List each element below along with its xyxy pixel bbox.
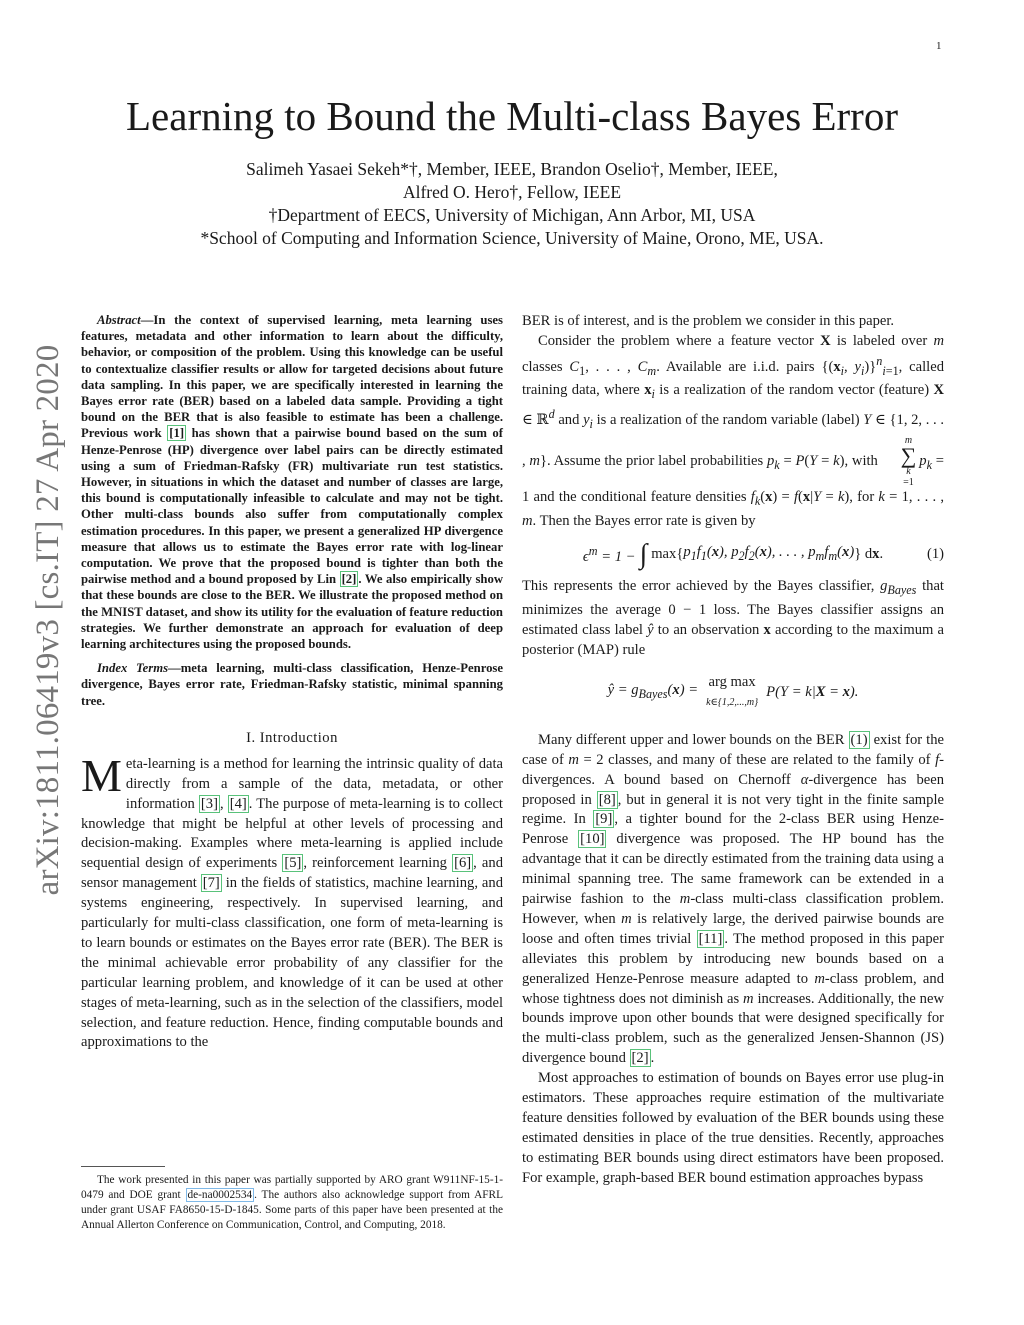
citation-link[interactable]: [9] [595,811,613,828]
citation-link[interactable]: [6] [454,855,472,872]
citation-link[interactable]: [10] [580,831,605,848]
text: , reinforcement learning [303,855,453,872]
paragraph: Many different upper and lower bounds on the BER (1) exist for the case of m = 2 classes, and many of these are related to the family of f-divergences. A bound based on Chernoff α-divergence has been proposed in [8] , but in general it is not very tight in the finite sample regime. In [9] , a tighter bound for the 2-class BER using Henze-Penrose [10] divergence was proposed. The HP bound has the advantage that it can be directly estimated from the training data using a minimal spanning tree. The same framework can be extended in a pairwise fashion to the m-class multi-class classification problem. However, when m is relatively large, the derived pairwise bounds are loose and often times trivial [11] . The method proposed in this paper alleviates this problem by introducing new bounds based on a generalized Henze-Penrose measure adapted to m-class problem, and whose tightness does not diminish as m increases. Additionally, the new bounds improve upon other bounds that were designed specifically for the multi-class problem, such as the generalized Jensen-Shannon (JS) divergence bound [2] . [522,731,944,1067]
author-line-2: Alfred O. Hero†, Fellow, IEEE [402,182,622,202]
text: is a realization of the random variable (label) [592,412,864,429]
text: is relatively large, the derived pairwise bounds are loose and often times trivial [522,910,944,947]
author-block [0,158,1024,250]
text: increases. Additionally, the new bounds improve upon other bounds that were designed specifically for the multi-class problem, such as the generalized Jensen-Shannon (JS) divergence bound [522,990,944,1067]
text: to an observation [653,622,764,639]
text: in the fields of statistics, machine learning, and systems engineering, respectively. In supervised learning, and particularly for multi-class classification, one form of meta-learning is to learn bounds or estimates on the Bayes error rate (BER). The BER is the minimal achievable error probability of any classifier for the particular learning problem, and knowledge of it can be used at other stages of meta-learning, such as in the selection of the classifiers, model selection, and feature reduction. Hence, finding computable bounds and approximations to the [81,875,503,1051]
text: eta-learning is a method for learning the intrinsic quality of data directly from a sample of the data, metadata, or other information [125,755,503,812]
text: . The purpose of meta-learning is to collect knowledge that might be helpful at other levels of processing and decision-making. Examples where meta-learning is applied include sequential design of experiments [81,795,503,872]
text: and the conditional feature densities [529,488,751,505]
citation-link[interactable]: [2] [341,572,357,587]
text: . The method proposed in this paper alleviates this problem by introducing new bounds based on a generalized Henze-Penrose measure adapted to [522,930,944,987]
citation-link[interactable]: [7] [202,875,220,892]
abstract [81,312,503,652]
text: is labeled over [830,332,934,349]
footnote-rule [81,1166,165,1167]
text: , but in general it is not very tight in the finite sample regime. In [522,791,944,828]
citation-link[interactable]: [5] [284,855,302,872]
text: is a realization of the random vector (feature) [654,382,934,399]
equation-1: $\epsilon^m = 1$ − ∫ max{ $p_1f_1(x)$, $p_2f_2(x)$, . . . , $p_mf_m(x)$ } dx. (1) [582,538,944,570]
paragraph: BER is of interest, and is the problem we consider in this paper. [522,313,895,329]
text: . Then the Bayes error rate is given by [532,512,756,529]
intro-paragraph [81,749,504,1054]
text: -class multi-class classification problem. However, when [522,891,944,927]
sum-symbol: m ∑ k =1 [900,434,917,488]
abstract-text: —In the context of supervised learning, meta learning uses features, metadata and other information to learn about the difficulty, behavior, or composition of the problem. Using this knowledge can be useful to contextualize classifier results or allow for targeted decisions about future data sampling. In this paper, we are specifically interested in learning the Bayes error rate (BER) based on a labeled data sample. Providing a tight bound on the BER that is also feasible to estimate has been a challenge. Previous work [81,313,503,441]
index-terms-label: Index Terms [97,661,169,676]
text: , and sensor management [81,855,504,892]
abstract-text: . We also empirically show that these bounds are close to the BER. We illustrate the proposed method on the MNIST dataset, and show its utility for the evaluation of feature reduction strategies. We further demonstrate an approach for evaluation of deep learning architectures using the proposed bounds. [81,572,503,652]
citation-link[interactable]: [4] [229,795,247,812]
affiliation-1: †Department of EECS, University of Michigan, Ann Arbor, MI, USA [268,205,756,225]
citation-link[interactable]: [3] [200,795,218,812]
text: , [219,795,228,812]
abstract-label: Abstract [97,313,141,327]
text: -class problem, and whose tightness does not diminish as [522,970,944,1007]
citation-link[interactable]: [1] [169,426,185,441]
section-heading: I. Introduction [246,729,338,746]
index-terms-text: —meta learning, multi-class classification, Henze-Penrose divergence, Bayes error rate, Friedman-Rafsky statistic, minimal spanning tree. [81,661,504,708]
grant-link[interactable]: de-na0002534 [187,1188,253,1201]
paper-title: Learning to Bound the Multi-class Bayes Error [126,93,898,139]
footnote [81,1173,503,1233]
equation-number: (1) [926,545,944,562]
text: . [650,1050,655,1067]
text: , called training data, where [522,358,945,399]
paragraph: Consider the problem where a feature vector X is labeled over m classes $C_1$, . . . , $C_m$. Available are i.i.d. pairs {($x_i$, $y_i)\}^n_{i=1}$, called training data, where $x_i$ is a realization of the random vector (feature) X ∈ ℝ$^d$ and $y_i$ is a realization of the random variable (label) Y ∈ {1, 2, . . . , m}. Assume the prior label probabilities $p_k = P(Y = k)$, with m ∑ k $=1p_k = 1$ and the conditional feature densities $f_k(x) = f(x|Y = k)$, for k = 1, . . . , m. Then the Bayes error rate is given by [522,332,945,529]
text: . Available are i.i.d. pairs [656,358,822,375]
text: , for [849,488,879,505]
index-terms [81,660,503,709]
right-column [522,312,944,1189]
text: exist for the case of [522,731,944,768]
abstract-text: has shown that a pairwise bound based on the sum of Henze-Penrose (HP) divergence over label pairs can be directly estimated using a sum of Friedman-Rafsky (FR) multivariate run test statistics. However, in situations in which the dataset and number of classes are large, this bound is computationally infeasible to calculate and may not be tight. Other multi-class bounds also suffer from computationally complex estimation procedures. In this paper, we present a generalized HP divergence measure that allows us to estimate the Bayes error rate with log-linear computation. We prove that the proposed bound is tighter than both the pairwise method and a bound proposed by Lin [81,426,504,587]
equation-map: ŷ = $g_{Bayes}(x)$ = arg max k∈{1,2,...,m} P(Y = k|X = x). [607,673,859,708]
citation-link[interactable]: [2] [631,1050,649,1067]
text: = 2 classes, and many of these are related to the family of [578,751,936,768]
footnote-text: . The authors also acknowledge support from AFRL under grant USAF FA8650-15-D-1845. Some parts of this paper have been presented at the Annual Allerton Conference on Communication, Control, and Computing, 2018. [81,1188,503,1231]
text: classes [522,358,570,375]
text: , with [844,452,882,469]
text: Many different upper and lower bounds on the BER [538,731,849,748]
author-line-1: Salimeh Yasaei Sekeh*†, Member, IEEE, Brandon Oselio†, Member, IEEE, [246,159,778,179]
text: -divergence has been proposed in [522,771,944,808]
arxiv-stamp: arXiv:1811.06419v3 [cs.IT] 27 Apr 2020 [30,344,66,896]
text: , a tighter bound for the 2-class BER using Henze-Penrose [522,811,944,848]
text: that minimizes the average 0 − 1 loss. The Bayes classifier assigns an estimated class label [522,578,944,639]
paragraph: Most approaches to estimation of bounds on Bayes error use plug-in estimators. These approaches require estimation of the multivariate feature densities followed by evaluation of the BER bounds using these estimated densities in place of the true densities. Recently, approaches to estimating BER bounds using direct estimators have been proposed. For example, graph-based BER bound estimation approaches bypass [522,1070,944,1186]
left-column [81,312,503,1053]
citation-link[interactable]: [8] [598,791,616,808]
dropcap: M [81,749,122,801]
text: Consider the problem where a feature vector [538,332,821,349]
text: . Assume the prior label probabilities [546,452,767,469]
footnote-text: The work presented in this paper was partially supported by ARO grant W911NF-15-1-0479 and DOE grant [81,1174,503,1201]
text: -divergences. A bound based on Chernoff [522,751,944,788]
affiliation-2: *School of Computing and Information Science, University of Maine, Orono, ME, USA. [200,228,824,248]
text: according to the maximum a posterior (MAP) rule [522,622,944,659]
paragraph: This represents the error achieved by the Bayes classifier, $g_{Bayes}$ that minimizes the average 0 − 1 loss. The Bayes classifier assigns an estimated class label ŷ to an observation x according to the maximum a posterior (MAP) rule [522,578,944,659]
citation-link[interactable]: [11] [698,930,723,947]
citation-link[interactable]: (1) [850,731,868,748]
text: and [554,412,584,429]
text: This represents the error achieved by the Bayes classifier, [522,578,881,595]
page-number: 1 [936,40,942,52]
text: divergence was proposed. The HP bound has the advantage that it can be directly estimated from the training data using a minimal spanning tree. The same framework can be extended in a pairwise fashion to the [522,831,944,908]
